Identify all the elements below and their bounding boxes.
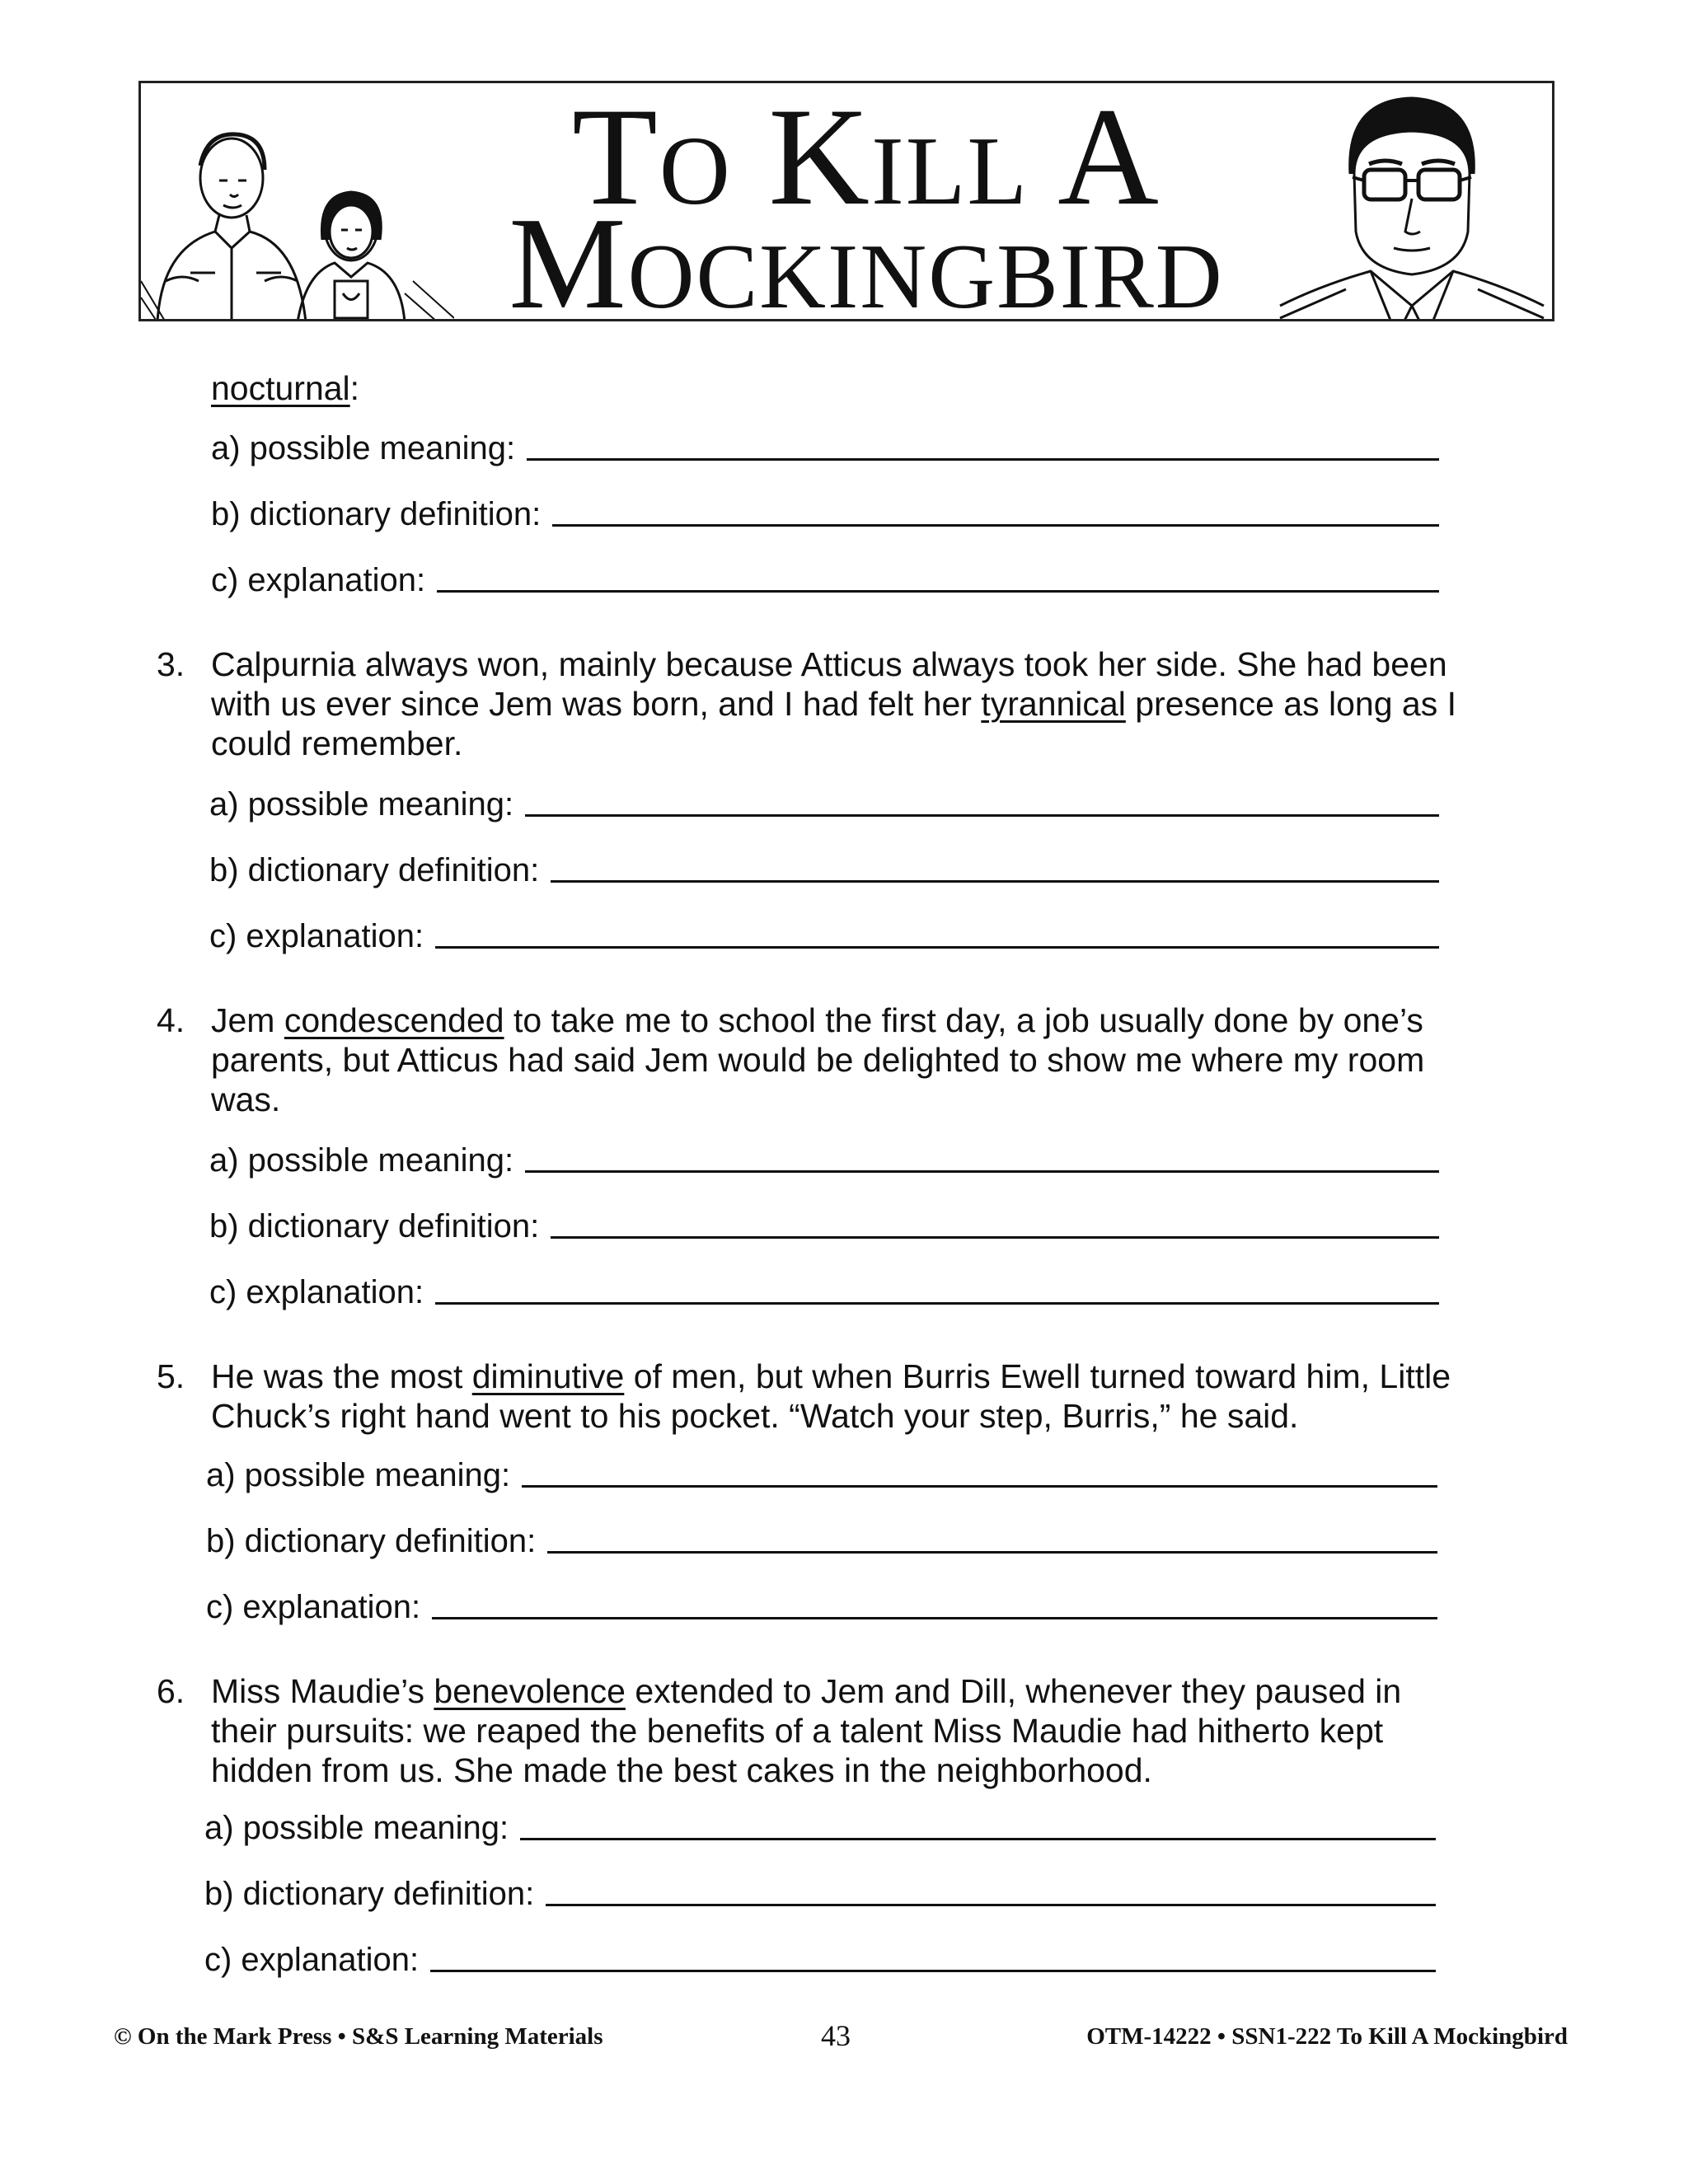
field-label: a) possible meaning: [206, 1457, 511, 1493]
page-number: 43 [821, 2019, 851, 2052]
question-number: 6. [157, 1672, 185, 1710]
vocab-colon: : [349, 369, 360, 407]
question-6 [157, 1671, 1475, 1790]
footer-publisher: © On the Mark Press • S&S Learning Materials [114, 2023, 603, 2050]
field-label: b) dictionary definition: [209, 852, 540, 888]
field-label: b) dictionary definition: [209, 1208, 540, 1244]
answer-line[interactable] [432, 1617, 1437, 1619]
field-label: c) explanation: [204, 1942, 420, 1978]
answer-line[interactable] [546, 1904, 1436, 1906]
question-number: 4. [157, 1001, 185, 1039]
q6-explanation-row [204, 1942, 1436, 1979]
answer-line[interactable] [437, 590, 1439, 593]
field-label: b) dictionary definition: [204, 1876, 535, 1912]
vocab-word-heading [211, 369, 359, 408]
children-illustration [141, 116, 454, 321]
answer-line[interactable] [552, 524, 1439, 527]
q4-definition-row [209, 1208, 1439, 1245]
question-4 [157, 1001, 1475, 1119]
vocab-word: diminutive [471, 1357, 625, 1395]
question-number: 3. [157, 645, 185, 683]
question-text: Miss Maudie’s benevolence extended to Jem and Dill, whenever they paused in their pursuits: we reaped the benefits of a talent Miss Maudie had hitherto kept hidden from us. She made the best cakes in the neighborhood. [211, 1672, 1402, 1789]
q5-definition-row [206, 1523, 1437, 1560]
question-text: He was the most diminutive of men, but when Burris Ewell turned toward him, Little Chuck’s right hand went to his pocket. “Watch your step, Burris,” he said. [211, 1357, 1451, 1435]
q3-meaning-row [209, 786, 1439, 823]
field-label: c) explanation: [209, 1274, 424, 1310]
q6-definition-row [204, 1876, 1436, 1913]
field-label: c) explanation: [211, 562, 426, 598]
answer-line[interactable] [547, 1551, 1437, 1554]
answer-line[interactable] [520, 1838, 1436, 1840]
answer-line[interactable] [435, 946, 1439, 949]
footer-product-code: OTM-14222 • SSN1-222 To Kill A Mockingbird [1086, 2023, 1568, 2050]
q5-explanation-row [206, 1589, 1437, 1626]
field-label: b) dictionary definition: [206, 1523, 537, 1559]
question-text: Calpurnia always won, mainly because Atticus always took her side. She had been with us ever since Jem was born, and I had felt her tyrannical presence as long as I could remember. [211, 645, 1456, 762]
field-label: a) possible meaning: [209, 786, 514, 823]
q3-definition-row [209, 852, 1439, 889]
atticus-portrait [1272, 83, 1552, 321]
title-line-1: To Kill A [572, 81, 1160, 234]
answer-line[interactable] [525, 1170, 1439, 1173]
field-label: a) possible meaning: [211, 430, 516, 466]
answer-line[interactable] [435, 1302, 1439, 1305]
field-label: b) dictionary definition: [211, 496, 542, 532]
title-banner [138, 81, 1554, 321]
question-text: Jem condescended to take me to school the first day, a job usually done by one’s parents, but Atticus had said Jem would be delighted to show me where my room was. [211, 1001, 1425, 1118]
nocturnal-explanation-row [211, 562, 1439, 599]
vocab-word: tyrannical [981, 685, 1126, 723]
question-number: 5. [157, 1357, 185, 1395]
q4-meaning-row [209, 1142, 1439, 1179]
question-3 [157, 644, 1475, 763]
nocturnal-meaning-row [211, 430, 1439, 467]
answer-line[interactable] [551, 1236, 1439, 1239]
q5-meaning-row [206, 1457, 1437, 1494]
answer-line[interactable] [430, 1970, 1436, 1972]
answer-line[interactable] [527, 458, 1439, 461]
field-label: c) explanation: [206, 1589, 421, 1625]
question-5 [157, 1357, 1475, 1436]
answer-line[interactable] [551, 880, 1439, 883]
vocab-word: benevolence [434, 1672, 626, 1710]
q6-meaning-row [204, 1810, 1436, 1847]
field-label: a) possible meaning: [209, 1142, 514, 1179]
answer-line[interactable] [525, 814, 1439, 817]
field-label: c) explanation: [209, 918, 424, 954]
nocturnal-definition-row [211, 496, 1439, 533]
title-line-2: Mockingbird [509, 190, 1224, 321]
q3-explanation-row [209, 918, 1439, 955]
q4-explanation-row [209, 1274, 1439, 1311]
vocab-word: condescended [284, 1001, 504, 1039]
field-label: a) possible meaning: [204, 1810, 509, 1846]
vocab-word: nocturnal [211, 369, 350, 407]
answer-line[interactable] [522, 1485, 1437, 1488]
